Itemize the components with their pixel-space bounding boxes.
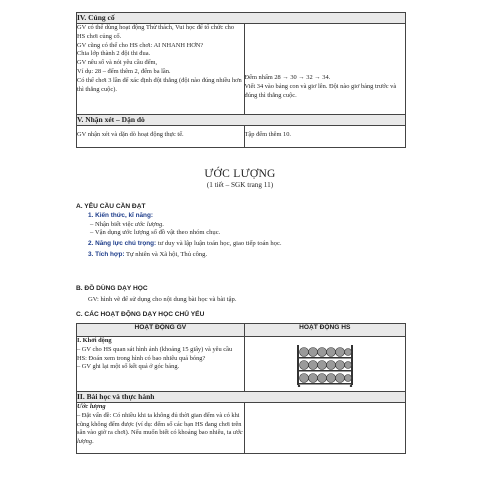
section-a-heading: A. YÊU CẦU CẦN ĐẠT [76, 203, 146, 210]
estimation-emphasis: ước lượng [77, 429, 243, 446]
iv-right-line: Viết 34 vào bảng con và giơ lên. Đội nào giơ bảng trước và đúng thì thắng cuộc. [244, 82, 397, 99]
top-activity-table [76, 12, 406, 148]
estimation-text: – Đặt vấn đề: Có nhiều khi ta không đủ thời gian đếm và có khi cũng không đếm được (ví dụ: đếm số các bạn HS đang chơi trên sân vào giờ ra chơi). Nếu muốn biết có khoảng bao nhiêu, ta [77, 411, 242, 437]
section-v-heading: V. Nhận xét – Dặn dò [77, 115, 406, 126]
section-a [76, 203, 416, 260]
estimation-line [77, 412, 244, 447]
estimation-teacher-cell [77, 403, 245, 454]
section-iv-body-row [77, 24, 406, 115]
student-column-header: HOẠT ĐỘNG HS [244, 324, 405, 337]
section-b-text: GV: hình vẽ để sử dụng cho nội dung bài học và bài tập. [88, 295, 237, 303]
section-v-row [77, 115, 406, 126]
section-v-teacher-cell: GV nhận xét và dặn dò hoạt động thực tế. [77, 126, 245, 148]
competency-line [76, 240, 416, 249]
section-iv-heading: IV. Củng cố [77, 13, 406, 24]
competency-label: 2. Năng lực chú trọng: [88, 240, 157, 248]
competency-text: tư duy và lập luận toán học, giao tiếp toán học. [156, 240, 282, 248]
warmup-student-cell [244, 337, 405, 392]
ball-rack-icon [293, 343, 357, 387]
lesson-practice-heading: II. Bài học và thực hành [77, 392, 406, 403]
knowledge-item: – Vận dụng ước lượng số đồ vật theo nhóm chục. [90, 229, 221, 237]
section-iv-student-cell [244, 24, 405, 115]
iv-right-line: Đếm nhẩm 28 → 30 → 32 → 34. [244, 74, 331, 81]
knowledge-item-end: . [162, 220, 164, 228]
estimation-student-cell [244, 403, 405, 454]
section-b-heading: B. ĐỒ DÙNG DẠY HỌC [76, 285, 148, 292]
knowledge-item-text: – Nhận biết việc [90, 220, 136, 228]
iv-left-line: Chia lớp thành 2 đội thi đua. [77, 50, 151, 58]
knowledge-item-emphasis: ước lượng [135, 220, 163, 228]
section-v-body-row [77, 126, 406, 148]
section-c [76, 311, 416, 320]
section-v-student-cell: Tập đếm thêm 10. [244, 126, 405, 148]
lesson-subtitle: (1 tiết – SGK trang 11) [206, 181, 274, 189]
section-b [76, 285, 416, 305]
iv-left-line: GV có thể dùng hoạt động Thử thách, Vui học để tổ chức cho HS chơi củng cố. [77, 24, 235, 40]
warmup-title: I. Khởi động [77, 337, 112, 344]
section-iv-row [77, 13, 406, 24]
estimation-end: . [92, 438, 94, 446]
warmup-row [77, 337, 406, 392]
integration-text: Tự nhiên và Xã hội, Thủ công. [124, 250, 208, 258]
lesson-practice-row [77, 392, 406, 403]
iv-left-line: Ví dụ: 28 – đếm thêm 2, đếm ba lần. [77, 67, 171, 75]
activities-header-row [77, 324, 406, 337]
warmup-teacher-cell [77, 337, 245, 392]
section-c-heading: C. CÁC HOẠT ĐỘNG DẠY HỌC CHỦ YẾU [76, 311, 205, 318]
iv-left-line: GV cũng có thể cho HS chơi: AI NHANH HƠN? [77, 41, 204, 49]
knowledge-item [76, 221, 416, 230]
warmup-line: – GV cho HS quan sát hình ảnh (khoảng 15 giây) và yêu cầu HS: Đoán xem trong hình có bao nhiêu quả bóng? [77, 345, 233, 362]
iv-left-line: GV nêu số và nói yêu cầu đếm, [77, 59, 158, 67]
integration-label: 3. Tích hợp: [88, 250, 125, 258]
iv-left-line: Có thể chơi 3 lần để xác định đội thắng (đội nào đúng nhiều hơn thì thắng cuộc). [77, 76, 242, 93]
estimation-subtitle: Ước lượng [77, 403, 106, 410]
lesson-title: ƯỚC LƯỢNG [204, 168, 276, 180]
section-iv-teacher-cell [77, 24, 245, 115]
estimation-row [77, 403, 406, 454]
teacher-column-header: HOẠT ĐỘNG GV [77, 324, 245, 337]
warmup-line: – GV ghi lại một số kết quả ở góc bảng. [77, 363, 180, 371]
activities-table [76, 323, 406, 454]
integration-line [76, 251, 416, 260]
knowledge-skills-label: 1. Kiến thức, kĩ năng: [88, 211, 153, 219]
